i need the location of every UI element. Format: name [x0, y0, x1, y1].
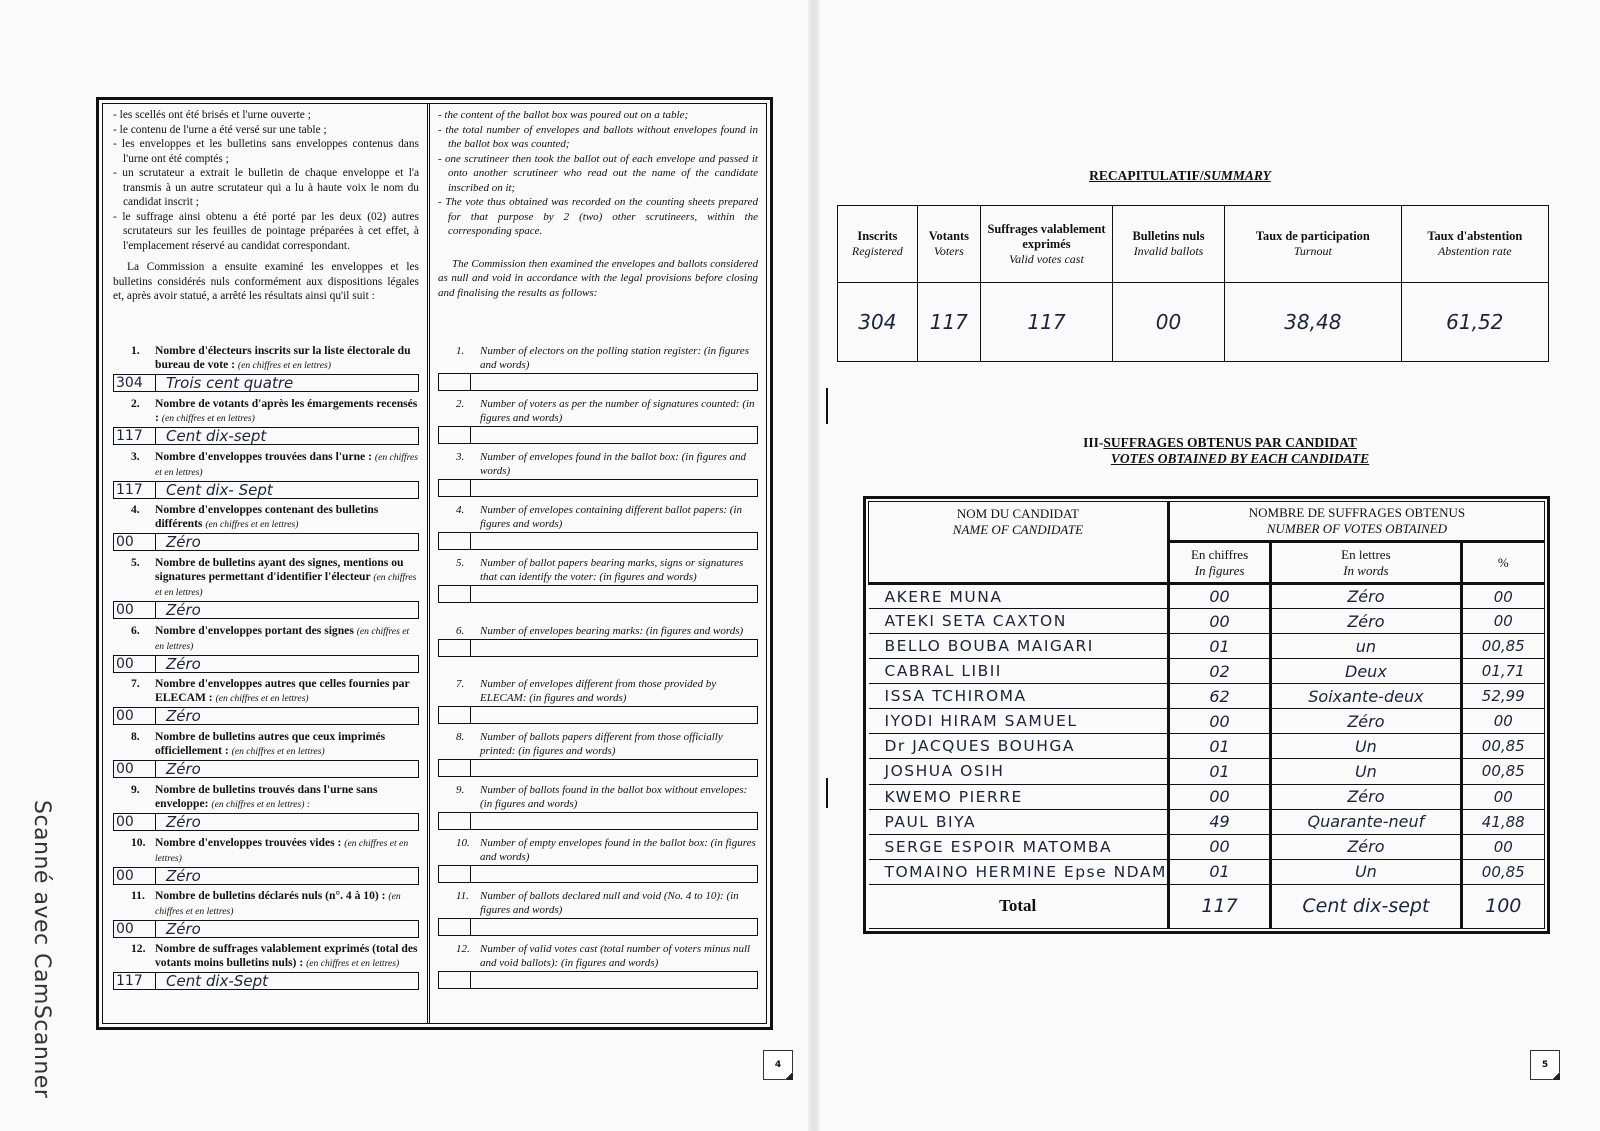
- votes-words: Zéro: [1271, 834, 1461, 859]
- candidate-row: [869, 784, 1545, 809]
- votes-words: Quarante-neuf: [1271, 809, 1461, 834]
- item-text: Nombre de bulletins déclarés nuls (n°. 4 à 10) : (en chiffres et en lettres): [155, 889, 401, 917]
- item-note: (en chiffres et en lettres): [155, 572, 417, 598]
- item-note: (en chiffres et en lettres): [215, 693, 309, 704]
- answer-field[interactable]: [438, 918, 758, 936]
- result-item: [113, 730, 419, 778]
- item-number: 5.: [131, 556, 140, 569]
- votes-words: Zéro: [1271, 609, 1461, 634]
- answer-field[interactable]: [438, 585, 758, 603]
- item-label: [438, 836, 758, 864]
- summary-title-en: SUMMARY: [1203, 168, 1271, 183]
- words-field[interactable]: [471, 533, 757, 549]
- item-number: 12.: [131, 942, 146, 955]
- words-field[interactable]: [471, 480, 757, 496]
- answer-field[interactable]: [438, 639, 758, 657]
- item-label: [113, 889, 419, 919]
- result-item: [438, 397, 758, 444]
- figure-field[interactable]: [439, 972, 471, 988]
- result-item: [438, 624, 758, 657]
- page-number: 5: [1530, 1050, 1560, 1080]
- header-registered: Inscrits Registered: [838, 206, 918, 283]
- item-note: (en chiffres et en lettres): [155, 452, 418, 478]
- candidate-row: [869, 734, 1545, 759]
- english-procedure-list: [438, 108, 758, 239]
- figure-field[interactable]: [439, 374, 471, 390]
- item-text: Nombre de bulletins autres que ceux imprimés officiellement : (en chiffres et en lettres): [155, 730, 386, 757]
- item-label: [438, 942, 758, 970]
- result-item: [113, 556, 419, 619]
- words-field[interactable]: [471, 374, 757, 390]
- votes-percent: 00: [1461, 834, 1544, 859]
- result-item: [113, 677, 419, 725]
- value-registered: 304: [838, 283, 918, 362]
- item-number: 1.: [131, 344, 140, 357]
- result-item: [113, 624, 419, 673]
- item-text: Nombre d'enveloppes trouvées vides : (en chiffres et en lettres): [155, 836, 409, 864]
- item-number: 3.: [131, 450, 140, 463]
- words-field[interactable]: [471, 707, 757, 723]
- words-field[interactable]: Cent dix-sept: [166, 428, 267, 444]
- item-number: 6.: [456, 625, 465, 637]
- candidate-row: [869, 659, 1545, 684]
- list-item: - le contenu de l'urne a été versé sur une table ;: [113, 123, 419, 138]
- votes-words: Zéro: [1271, 784, 1461, 809]
- item-text: Number of voters as per the number of signatures counted: (in figures and words): [480, 398, 755, 424]
- minutes-form-frame: [96, 97, 773, 1030]
- result-item: [438, 450, 758, 497]
- item-number: 10.: [131, 836, 146, 849]
- candidate-row: [869, 709, 1545, 734]
- item-text: Number of envelopes containing different ballot papers: (in figures and words): [480, 504, 743, 530]
- votes-words: Un: [1271, 859, 1461, 884]
- item-number: 8.: [456, 731, 465, 743]
- item-label: [438, 677, 758, 705]
- answer-field[interactable]: [113, 920, 419, 938]
- candidates-table: [868, 501, 1545, 929]
- item-number: 12.: [456, 943, 470, 955]
- votes-figures: 00: [1168, 609, 1270, 634]
- header-valid-votes: Suffrages valablement exprimés Valid votes cast: [980, 206, 1112, 283]
- header-in-words: En lettres In words: [1271, 542, 1461, 584]
- words-field[interactable]: Zéro: [166, 921, 201, 937]
- french-paragraph: La Commission a ensuite examiné les enveloppes et les bulletins considérés nuls conformément aux dispositions légales et, après avoir statué, a arrêté les résultats ainsi qu'il suit :: [113, 261, 419, 302]
- votes-percent: 00,85: [1461, 734, 1544, 759]
- votes-words: Deux: [1271, 659, 1461, 684]
- votes-percent: 00,85: [1461, 759, 1544, 784]
- votes-words: Un: [1271, 734, 1461, 759]
- item-text: Number of ballots found in the ballot box without envelopes: (in figures and words): [480, 784, 748, 810]
- result-item: [113, 503, 419, 551]
- list-item: - un scrutateur a extrait le bulletin de chaque enveloppe et l'a transmis à un autre scrutateur qui a lu à haute voix le nom du candidat inscrit ;: [113, 166, 419, 210]
- english-paragraph: The Commission then examined the envelopes and ballots considered as null and void in accordance with the legal provisions before closing and finalising the results as follows:: [438, 257, 758, 299]
- answer-field[interactable]: [113, 655, 419, 673]
- answer-field[interactable]: [438, 759, 758, 777]
- item-number: 2.: [131, 397, 140, 410]
- summary-table: [837, 205, 1549, 362]
- list-item: - les enveloppes et les bulletins sans enveloppes contenus dans l'urne ont été comptés ;: [113, 137, 419, 166]
- item-label: [438, 783, 758, 811]
- candidate-row: [869, 609, 1545, 634]
- item-number: 2.: [456, 398, 465, 410]
- words-field[interactable]: [471, 427, 757, 443]
- item-note: (en chiffres et en lettres): [155, 626, 410, 652]
- item-text: Number of valid votes cast (total number of voters minus null and void ballots): (in figures and words): [480, 943, 751, 969]
- figure-field[interactable]: [439, 533, 471, 549]
- figure-field[interactable]: 00: [114, 761, 156, 777]
- words-field[interactable]: Zéro: [166, 708, 201, 724]
- binder-mark: [826, 388, 828, 424]
- words-field[interactable]: Cent dix-Sept: [166, 973, 268, 989]
- candidate-name: ISSA TCHIROMA: [869, 684, 1169, 709]
- total-figures: 117: [1168, 884, 1270, 928]
- votes-words: Zéro: [1271, 709, 1461, 734]
- candidate-name: PAUL BIYA: [869, 809, 1169, 834]
- item-number: 9.: [456, 784, 465, 796]
- item-text: Number of ballots declared null and void (No. 4 to 10): (in figures and words): [480, 890, 739, 916]
- item-label: [438, 889, 758, 917]
- words-field[interactable]: [471, 866, 757, 882]
- header-voters: Votants Voters: [917, 206, 980, 283]
- votes-percent: 01,71: [1461, 659, 1544, 684]
- item-number: 11.: [456, 890, 469, 902]
- result-item: [438, 942, 758, 989]
- item-label: [113, 503, 419, 532]
- item-label: [113, 450, 419, 480]
- figure-field[interactable]: 00: [114, 708, 156, 724]
- figure-field[interactable]: 304: [114, 375, 156, 391]
- words-field[interactable]: Zéro: [166, 814, 201, 830]
- candidates-body: [869, 584, 1545, 929]
- item-note: (en chiffres et en lettres) :: [211, 799, 311, 810]
- page-number: 4: [763, 1050, 793, 1080]
- item-label: [113, 677, 419, 706]
- candidate-name: ATEKI SETA CAXTON: [869, 609, 1169, 634]
- figure-field[interactable]: 117: [114, 482, 156, 498]
- candidate-row: [869, 634, 1545, 659]
- header-votes-obtained: NOMBRE DE SUFFRAGES OBTENUS NUMBER OF VOTES OBTAINED: [1168, 502, 1544, 542]
- votes-figures: 01: [1168, 859, 1270, 884]
- header-candidate-name: NOM DU CANDIDAT NAME OF CANDIDATE: [869, 502, 1169, 584]
- item-note: (en chiffres et en lettres): [231, 746, 325, 757]
- item-number: 9.: [131, 783, 140, 796]
- votes-words: Soixante-deux: [1271, 684, 1461, 709]
- result-item: [113, 889, 419, 938]
- item-text: Number of envelopes different from those provided by ELECAM: (in figures and words): [480, 678, 717, 704]
- candidates-table-frame: [863, 496, 1550, 934]
- result-item: [113, 836, 419, 885]
- result-item: [438, 889, 758, 936]
- english-column: [430, 104, 766, 1023]
- words-field[interactable]: Zéro: [166, 868, 201, 884]
- words-field[interactable]: Zéro: [166, 761, 201, 777]
- votes-words: Zéro: [1271, 584, 1461, 609]
- candidate-name: SERGE ESPOIR MATOMBA: [869, 834, 1169, 859]
- item-text: Nombre d'enveloppes trouvées dans l'urne : (en chiffres et en lettres): [155, 450, 418, 478]
- candidate-name: AKERE MUNA: [869, 584, 1169, 609]
- item-label: [438, 730, 758, 758]
- item-label: [438, 397, 758, 425]
- item-label: [113, 624, 419, 654]
- french-column: [103, 104, 430, 1023]
- summary-title-fr: RECAPITULATIF/: [1089, 168, 1204, 183]
- words-field[interactable]: Zéro: [166, 534, 201, 550]
- section-title-en: VOTES OBTAINED BY EACH CANDIDATE: [1110, 451, 1370, 466]
- item-note: (en chiffres et en lettres): [237, 360, 331, 371]
- candidate-row: [869, 584, 1545, 609]
- votes-words: un: [1271, 634, 1461, 659]
- item-note: (en chiffres et en lettres): [306, 958, 400, 969]
- total-row: [869, 884, 1545, 928]
- candidates-section-title: [1000, 435, 1440, 467]
- figure-field[interactable]: [439, 866, 471, 882]
- votes-percent: 41,88: [1461, 809, 1544, 834]
- figure-field[interactable]: [439, 586, 471, 602]
- item-text: Number of envelopes bearing marks: (in figures and words): [480, 625, 744, 637]
- answer-field[interactable]: [113, 533, 419, 551]
- item-text: Number of electors on the polling station register: (in figures and words): [480, 345, 749, 371]
- total-label: Total: [869, 884, 1169, 928]
- item-text: Nombre de bulletins ayant des signes, mentions ou signatures permettant d'identifier l'électeur (en chiffres et en lettres): [155, 556, 417, 598]
- answer-field[interactable]: [438, 479, 758, 497]
- item-text: Nombre d'enveloppes autres que celles fournies par ELECAM : (en chiffres et en lettres): [155, 677, 410, 704]
- summary-header-row: [838, 206, 1549, 283]
- votes-percent: 00: [1461, 784, 1544, 809]
- figure-field[interactable]: [439, 480, 471, 496]
- answer-field[interactable]: [113, 481, 419, 499]
- figure-field[interactable]: 00: [114, 534, 156, 550]
- figure-field[interactable]: 00: [114, 921, 156, 937]
- figure-field[interactable]: [439, 427, 471, 443]
- answer-field[interactable]: [113, 972, 419, 990]
- votes-percent: 52,99: [1461, 684, 1544, 709]
- figure-field[interactable]: [439, 813, 471, 829]
- candidate-row: [869, 834, 1545, 859]
- candidate-name: KWEMO PIERRE: [869, 784, 1169, 809]
- candidate-name: IYODI HIRAM SAMUEL: [869, 709, 1169, 734]
- item-text: Nombre d'enveloppes contenant des bulletins différents (en chiffres et en lettres): [155, 503, 379, 530]
- words-field[interactable]: Zéro: [166, 602, 201, 618]
- header-in-figures: En chiffres In figures: [1168, 542, 1270, 584]
- item-note: (en chiffres et en lettres): [155, 838, 409, 864]
- words-field[interactable]: [471, 586, 757, 602]
- item-text: Nombre d'enveloppes portant des signes (en chiffres et en lettres): [155, 624, 410, 652]
- answer-field[interactable]: [113, 427, 419, 445]
- result-item: [113, 450, 419, 499]
- answer-field[interactable]: [113, 374, 419, 392]
- result-item: [438, 344, 758, 391]
- words-field[interactable]: [471, 640, 757, 656]
- votes-figures: 02: [1168, 659, 1270, 684]
- item-text: Nombre de votants d'après les émargements recensés : (en chiffres et en lettres): [155, 397, 418, 424]
- item-text: Number of ballot papers bearing marks, signs or signatures that can identify the voter: (in figures and words): [480, 557, 744, 583]
- figure-field[interactable]: [439, 760, 471, 776]
- list-item: - the content of the ballot box was poured out on a table;: [438, 108, 758, 123]
- item-text: Number of ballots papers different from those officially printed: (in figures and words): [480, 731, 723, 757]
- figure-field[interactable]: 00: [114, 602, 156, 618]
- section-prefix: III-: [1083, 435, 1104, 450]
- answer-field[interactable]: [113, 813, 419, 831]
- votes-percent: 00,85: [1461, 859, 1544, 884]
- votes-figures: 01: [1168, 634, 1270, 659]
- answer-field[interactable]: [113, 707, 419, 725]
- item-number: 8.: [131, 730, 140, 743]
- header-turnout: Taux de participation Turnout: [1225, 206, 1401, 283]
- camscanner-watermark: Scanné avec CamScanner: [29, 800, 54, 1099]
- item-note: (en chiffres et en lettres): [161, 413, 255, 424]
- answer-field[interactable]: [438, 971, 758, 989]
- result-item: [438, 836, 758, 883]
- item-number: 5.: [456, 557, 465, 569]
- item-text: Number of envelopes found in the ballot box: (in figures and words): [480, 451, 746, 477]
- item-number: 3.: [456, 451, 465, 463]
- figure-field[interactable]: 117: [114, 973, 156, 989]
- figure-field[interactable]: [439, 640, 471, 656]
- list-item: - les scellés ont été brisés et l'urne ouverte ;: [113, 108, 419, 123]
- result-item: [438, 503, 758, 550]
- words-field[interactable]: Zéro: [166, 656, 201, 672]
- votes-figures: 01: [1168, 759, 1270, 784]
- item-label: [438, 556, 758, 584]
- votes-figures: 62: [1168, 684, 1270, 709]
- answer-field[interactable]: [113, 760, 419, 778]
- candidate-name: TOMAINO HERMINE Epse NDAM: [869, 859, 1169, 884]
- item-label: [113, 344, 419, 373]
- votes-figures: 49: [1168, 809, 1270, 834]
- candidate-row: [869, 859, 1545, 884]
- binder-mark: [826, 778, 828, 808]
- item-label: [113, 783, 419, 812]
- result-item: [113, 397, 419, 445]
- value-turnout: 38,48: [1225, 283, 1401, 362]
- figure-field[interactable]: [439, 919, 471, 935]
- total-words: Cent dix-sept: [1271, 884, 1461, 928]
- candidate-name: CABRAL LIBII: [869, 659, 1169, 684]
- item-text: Nombre d'électeurs inscrits sur la liste électorale du bureau de vote : (en chiffres et en lettres): [155, 344, 411, 371]
- figure-field[interactable]: 00: [114, 814, 156, 830]
- result-item: [113, 344, 419, 392]
- answer-field[interactable]: [438, 373, 758, 391]
- candidate-row: [869, 759, 1545, 784]
- words-field[interactable]: [471, 919, 757, 935]
- result-item: [438, 730, 758, 777]
- item-label: [438, 344, 758, 372]
- value-invalid-ballots: 00: [1112, 283, 1224, 362]
- item-label: [113, 556, 419, 600]
- candidate-row: [869, 809, 1545, 834]
- item-note: (en chiffres et en lettres): [155, 891, 401, 917]
- item-number: 7.: [456, 678, 465, 690]
- candidate-name: Dr JACQUES BOUHGA: [869, 734, 1169, 759]
- item-text: Number of empty envelopes found in the ballot box: (in figures and words): [480, 837, 756, 863]
- words-field[interactable]: [471, 972, 757, 988]
- votes-words: Un: [1271, 759, 1461, 784]
- answer-field[interactable]: [113, 601, 419, 619]
- figure-field[interactable]: 00: [114, 868, 156, 884]
- result-item: [438, 783, 758, 830]
- item-label: [113, 397, 419, 426]
- candidate-name: JOSHUA OSIH: [869, 759, 1169, 784]
- section-title-fr: SUFFRAGES OBTENUS PAR CANDIDAT: [1103, 435, 1357, 450]
- list-item: - le suffrage ainsi obtenu a été porté par les deux (02) autres scrutateurs sur les feuilles de pointage préparées à cet effet, à l'emplacement réservé au candidat correspondant.: [113, 210, 419, 254]
- item-label: [113, 942, 419, 971]
- votes-figures: 00: [1168, 709, 1270, 734]
- result-item: [438, 556, 758, 603]
- item-number: 1.: [456, 345, 465, 357]
- answer-field[interactable]: [438, 706, 758, 724]
- words-field[interactable]: Trois cent quatre: [166, 375, 294, 391]
- header-percent: %: [1461, 542, 1544, 584]
- header-invalid-ballots: Bulletins nuls Invalid ballots: [1112, 206, 1224, 283]
- item-number: 4.: [131, 503, 140, 516]
- votes-figures: 01: [1168, 734, 1270, 759]
- candidate-row: [869, 684, 1545, 709]
- item-number: 11.: [131, 889, 145, 902]
- value-voters: 117: [917, 283, 980, 362]
- figure-field[interactable]: [439, 707, 471, 723]
- result-item: [113, 942, 419, 990]
- votes-figures: 00: [1168, 834, 1270, 859]
- votes-percent: 00: [1461, 709, 1544, 734]
- item-label: [438, 503, 758, 531]
- item-number: 6.: [131, 624, 140, 637]
- item-label: [113, 836, 419, 866]
- item-number: 4.: [456, 504, 465, 516]
- votes-percent: 00,85: [1461, 634, 1544, 659]
- value-valid-votes: 117: [980, 283, 1112, 362]
- item-note: (en chiffres et en lettres): [205, 519, 299, 530]
- item-number: 10.: [456, 837, 470, 849]
- words-field[interactable]: Cent dix- Sept: [166, 482, 273, 498]
- list-item: - The vote thus obtained was recorded on the counting sheets prepared for that purpose by 2 (two) other scrutineers, within the corresponding space.: [438, 195, 758, 239]
- item-label: [438, 450, 758, 478]
- result-item: [113, 783, 419, 831]
- list-item: - one scrutineer then took the ballot out of each envelope and passed it onto another scrutineer who read out the name of the candidate inscribed on it;: [438, 152, 758, 196]
- result-item: [438, 677, 758, 724]
- summary-title: [1040, 168, 1320, 184]
- figure-field[interactable]: 117: [114, 428, 156, 444]
- list-item: - the total number of envelopes and ballots without envelopes found in the ballot box was counted;: [438, 123, 758, 152]
- page-fold: [808, 0, 820, 1131]
- figure-field[interactable]: 00: [114, 656, 156, 672]
- candidate-name: BELLO BOUBA MAIGARI: [869, 634, 1169, 659]
- item-label: [438, 624, 758, 638]
- votes-figures: 00: [1168, 784, 1270, 809]
- answer-field[interactable]: [438, 532, 758, 550]
- item-text: Nombre de suffrages valablement exprimés (total des votants moins bulletins nuls) : (en chiffres et en lettres): [155, 942, 418, 969]
- item-text: Nombre de bulletins trouvés dans l'urne sans enveloppe: (en chiffres et en lettres) :: [155, 783, 378, 810]
- total-percent: 100: [1461, 884, 1544, 928]
- votes-percent: 00: [1461, 609, 1544, 634]
- summary-values-row: [838, 283, 1549, 362]
- header-abstention: Taux d'abstention Abstention rate: [1401, 206, 1548, 283]
- value-abstention: 61,52: [1401, 283, 1548, 362]
- votes-percent: 00: [1461, 584, 1544, 609]
- item-label: [113, 730, 419, 759]
- words-field[interactable]: [471, 813, 757, 829]
- answer-field[interactable]: [438, 426, 758, 444]
- words-field[interactable]: [471, 760, 757, 776]
- answer-field[interactable]: [113, 867, 419, 885]
- answer-field[interactable]: [438, 865, 758, 883]
- votes-figures: 00: [1168, 584, 1270, 609]
- french-procedure-list: [113, 108, 419, 253]
- answer-field[interactable]: [438, 812, 758, 830]
- item-number: 7.: [131, 677, 140, 690]
